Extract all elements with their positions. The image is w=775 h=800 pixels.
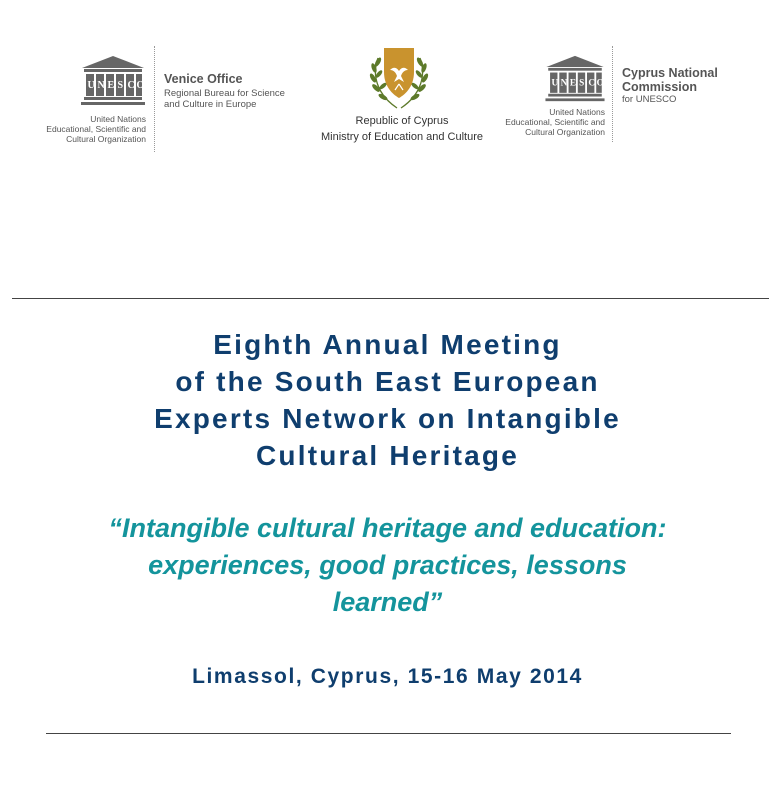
top-divider — [12, 298, 769, 299]
svg-text:E: E — [107, 80, 115, 91]
title-line: Cultural Heritage — [256, 440, 519, 471]
svg-text:S: S — [579, 77, 585, 88]
unesco-org-line: United Nations — [549, 107, 605, 117]
title-line: of the South East European — [175, 366, 600, 397]
unesco-org-line: United Nations — [90, 114, 146, 124]
unesco-org-line: Cultural Organization — [525, 127, 605, 137]
svg-text:U: U — [87, 80, 95, 91]
office-title: Venice Office — [164, 72, 243, 86]
title-line: Experts Network on Intangible — [154, 403, 621, 434]
unesco-org-line: Educational, Scientific and — [505, 117, 605, 127]
bottom-divider — [46, 733, 731, 734]
logo-divider — [154, 46, 155, 152]
place-date: Limassol, Cyprus, 15-16 May 2014 — [192, 665, 583, 688]
cyprus-emblem-icon — [364, 44, 434, 112]
office-subtitle: and Culture in Europe — [164, 99, 257, 110]
svg-text:C: C — [588, 77, 596, 88]
office-subtitle: for UNESCO — [622, 94, 677, 105]
theme-line: learned” — [332, 587, 443, 617]
svg-text:N: N — [97, 80, 105, 91]
unesco-org-line: Educational, Scientific and — [46, 124, 146, 134]
svg-text:N: N — [560, 77, 568, 88]
meeting-title — [0, 326, 775, 474]
meeting-theme — [0, 510, 775, 621]
svg-text:O: O — [136, 80, 145, 91]
unesco-org-line: Cultural Organization — [66, 134, 146, 144]
svg-text:E: E — [569, 77, 577, 88]
office-subtitle: Regional Bureau for Science — [164, 88, 285, 99]
office-title: Commission — [622, 80, 698, 94]
unesco-temple-icon — [544, 55, 606, 103]
svg-text:S: S — [117, 80, 124, 91]
title-line: Eighth Annual Meeting — [213, 329, 562, 360]
theme-line: experiences, good practices, lessons — [148, 550, 627, 580]
office-title: Cyprus National — [622, 66, 718, 80]
unesco-temple-icon — [80, 55, 146, 107]
svg-text:O: O — [596, 77, 604, 88]
logo-divider — [612, 46, 613, 142]
svg-text:U: U — [551, 77, 559, 88]
svg-text:C: C — [127, 80, 135, 91]
theme-line: “Intangible cultural heritage and education: — [108, 513, 667, 543]
cyprus-line: Republic of Cyprus — [355, 115, 449, 127]
cyprus-line: Ministry of Education and Culture — [320, 131, 484, 143]
